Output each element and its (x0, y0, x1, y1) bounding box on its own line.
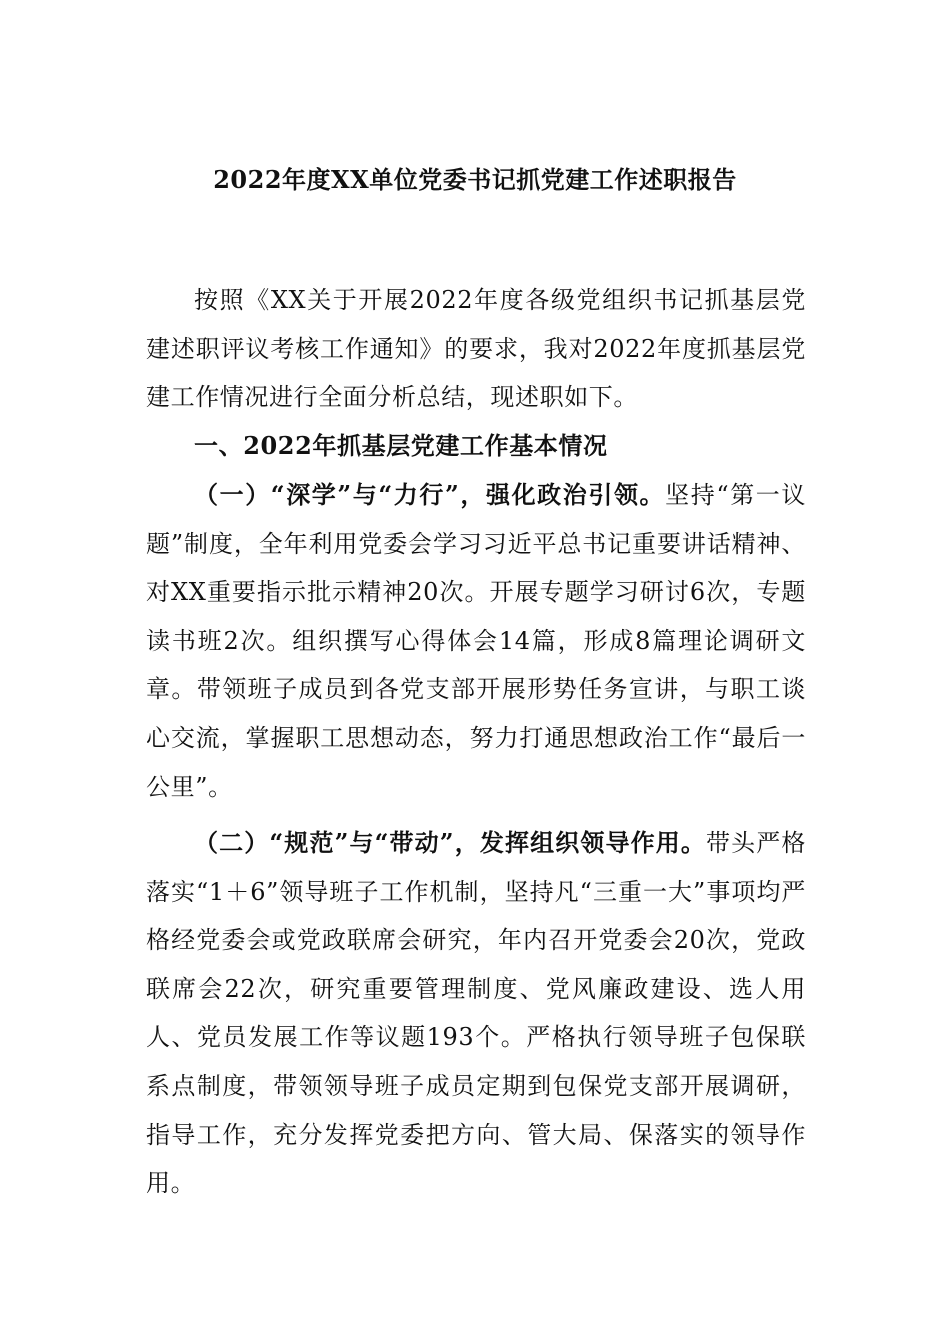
document-title: 2022年度XX单位党委书记抓党建工作述职报告 (213, 165, 737, 194)
subsection-1-paragraph (146, 471, 806, 811)
subsection-2-heading: （二）“规范”与“带动”，发挥组织领导作用。 (194, 828, 707, 857)
subsection-1-heading: （一）“深学”与“力行”，强化政治引领。 (194, 480, 666, 509)
section-1-heading: 一、2022年抓基层党建工作基本情况 (194, 431, 608, 460)
subsection-2-body: 带头严格落实“1＋6”领导班子工作机制，坚持凡“三重一大”事项均严格经党委会或党政联席会研究，年内召开党委会20次，党政联席会22次，研究重要管理制度、党风廉政建设、选人用人、党员发展工作等议题193个。严格执行领导班子包保联系点制度，带领领导班子成员定期到包保党支部开展调研，指导工作，充分发挥党委把方向、管大局、保落实的领导作用。 (146, 829, 806, 1198)
subsection-1-body: 坚持“第一议题”制度，全年利用党委会学习习近平总书记重要讲话精神、对XX重要指示批示精神20次。开展专题学习研讨6次，专题读书班2次。组织撰写心得体会14篇，形成8篇理论调研文章。带领班子成员到各党支部开展形势任务宣讲，与职工谈心交流，掌握职工思想动态，努力打通思想政治工作“最后一公里”。 (146, 481, 807, 801)
subsection-2-paragraph (146, 819, 806, 1208)
intro-paragraph: 按照《XX关于开展2022年度各级党组织书记抓基层党建述职评议考核工作通知》的要求，我对2022年度抓基层党建工作情况进行全面分析总结，现述职如下。 (146, 286, 806, 412)
